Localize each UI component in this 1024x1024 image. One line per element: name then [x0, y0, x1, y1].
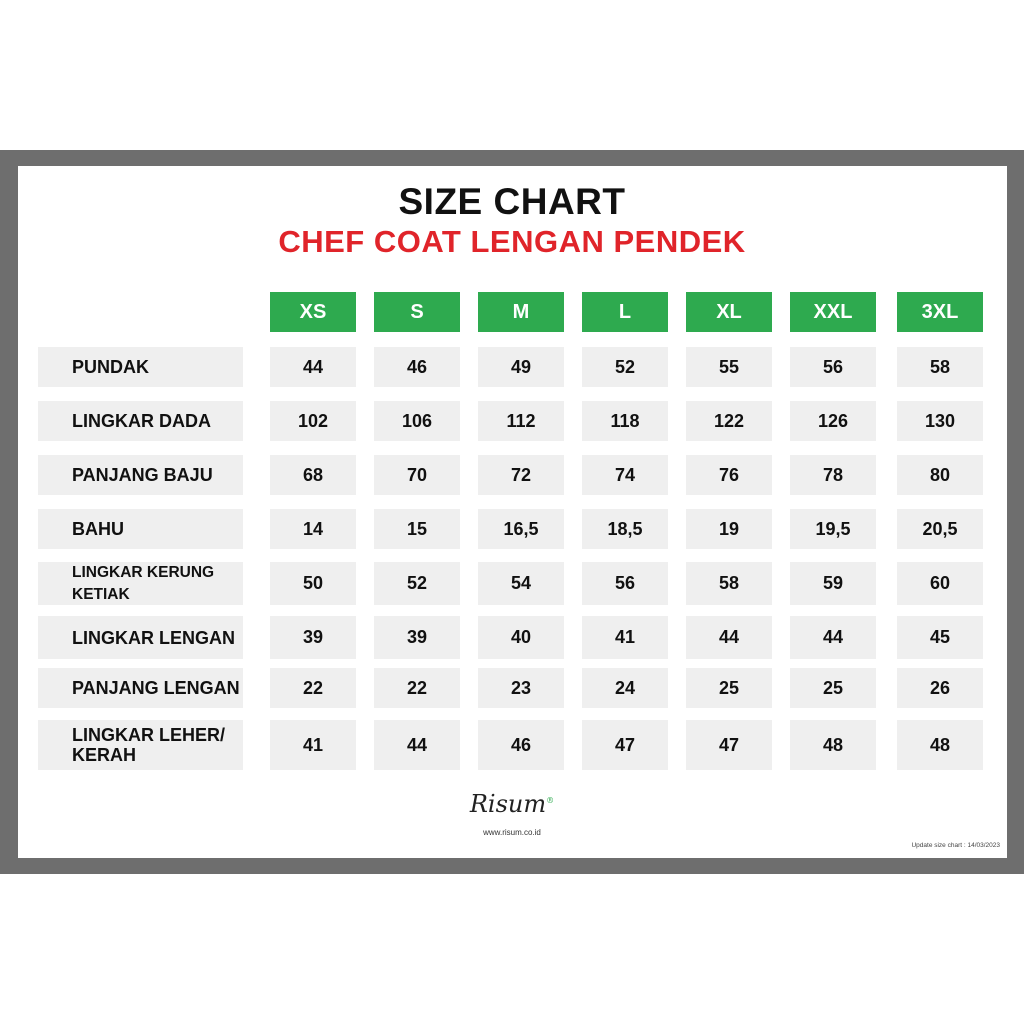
size-header-m: M — [478, 292, 564, 332]
table-cell: 19,5 — [790, 509, 876, 549]
table-cell: 24 — [582, 668, 668, 708]
table-cell: 112 — [478, 401, 564, 441]
row-label: PUNDAK — [38, 347, 243, 387]
table-cell: 56 — [790, 347, 876, 387]
size-header-l: L — [582, 292, 668, 332]
table-cell: 52 — [374, 562, 460, 605]
size-header-xxl: XXL — [790, 292, 876, 332]
row-label: LINGKAR LEHER/ KERAH — [38, 720, 243, 770]
table-cell: 44 — [790, 616, 876, 659]
table-cell: 41 — [582, 616, 668, 659]
table-cell: 47 — [582, 720, 668, 770]
table-cell: 25 — [790, 668, 876, 708]
table-cell: 55 — [686, 347, 772, 387]
size-header-s: S — [374, 292, 460, 332]
table-cell: 44 — [270, 347, 356, 387]
table-cell: 44 — [686, 616, 772, 659]
table-cell: 80 — [897, 455, 983, 495]
table-cell: 130 — [897, 401, 983, 441]
row-label: LINGKAR DADA — [38, 401, 243, 441]
table-cell: 54 — [478, 562, 564, 605]
table-cell: 56 — [582, 562, 668, 605]
table-cell: 76 — [686, 455, 772, 495]
table-cell: 15 — [374, 509, 460, 549]
brand-logo: Risum® — [469, 790, 555, 818]
row-label: PANJANG BAJU — [38, 455, 243, 495]
table-cell: 49 — [478, 347, 564, 387]
table-cell: 16,5 — [478, 509, 564, 549]
table-cell: 22 — [374, 668, 460, 708]
page-title: SIZE CHART — [398, 181, 626, 222]
row-label: LINGKAR KERUNG KETIAK — [38, 562, 243, 605]
table-cell: 45 — [897, 616, 983, 659]
table-cell: 68 — [270, 455, 356, 495]
brand-website: www.risum.co.id — [483, 828, 541, 837]
table-cell: 70 — [374, 455, 460, 495]
table-cell: 39 — [270, 616, 356, 659]
size-header-xl: XL — [686, 292, 772, 332]
table-cell: 78 — [790, 455, 876, 495]
table-cell: 60 — [897, 562, 983, 605]
table-cell: 40 — [478, 616, 564, 659]
page-subtitle: CHEF COAT LENGAN PENDEK — [278, 224, 746, 259]
update-note: Update size chart : 14/03/2023 — [911, 842, 1000, 849]
table-cell: 23 — [478, 668, 564, 708]
table-cell: 118 — [582, 401, 668, 441]
table-cell: 59 — [790, 562, 876, 605]
table-cell: 58 — [686, 562, 772, 605]
table-cell: 52 — [582, 347, 668, 387]
table-cell: 19 — [686, 509, 772, 549]
row-label: BAHU — [38, 509, 243, 549]
row-label: LINGKAR LENGAN — [38, 616, 243, 659]
table-cell: 41 — [270, 720, 356, 770]
table-cell: 26 — [897, 668, 983, 708]
size-header-3xl: 3XL — [897, 292, 983, 332]
table-cell: 46 — [374, 347, 460, 387]
table-cell: 72 — [478, 455, 564, 495]
table-cell: 50 — [270, 562, 356, 605]
table-cell: 122 — [686, 401, 772, 441]
table-cell: 58 — [897, 347, 983, 387]
table-cell: 126 — [790, 401, 876, 441]
table-cell: 102 — [270, 401, 356, 441]
table-cell: 47 — [686, 720, 772, 770]
table-cell: 22 — [270, 668, 356, 708]
table-cell: 44 — [374, 720, 460, 770]
table-cell: 48 — [790, 720, 876, 770]
table-cell: 46 — [478, 720, 564, 770]
row-label: PANJANG LENGAN — [38, 668, 243, 708]
table-cell: 48 — [897, 720, 983, 770]
table-cell: 39 — [374, 616, 460, 659]
table-cell: 14 — [270, 509, 356, 549]
table-cell: 106 — [374, 401, 460, 441]
table-cell: 74 — [582, 455, 668, 495]
size-header-xs: XS — [270, 292, 356, 332]
table-cell: 20,5 — [897, 509, 983, 549]
table-cell: 18,5 — [582, 509, 668, 549]
table-cell: 25 — [686, 668, 772, 708]
